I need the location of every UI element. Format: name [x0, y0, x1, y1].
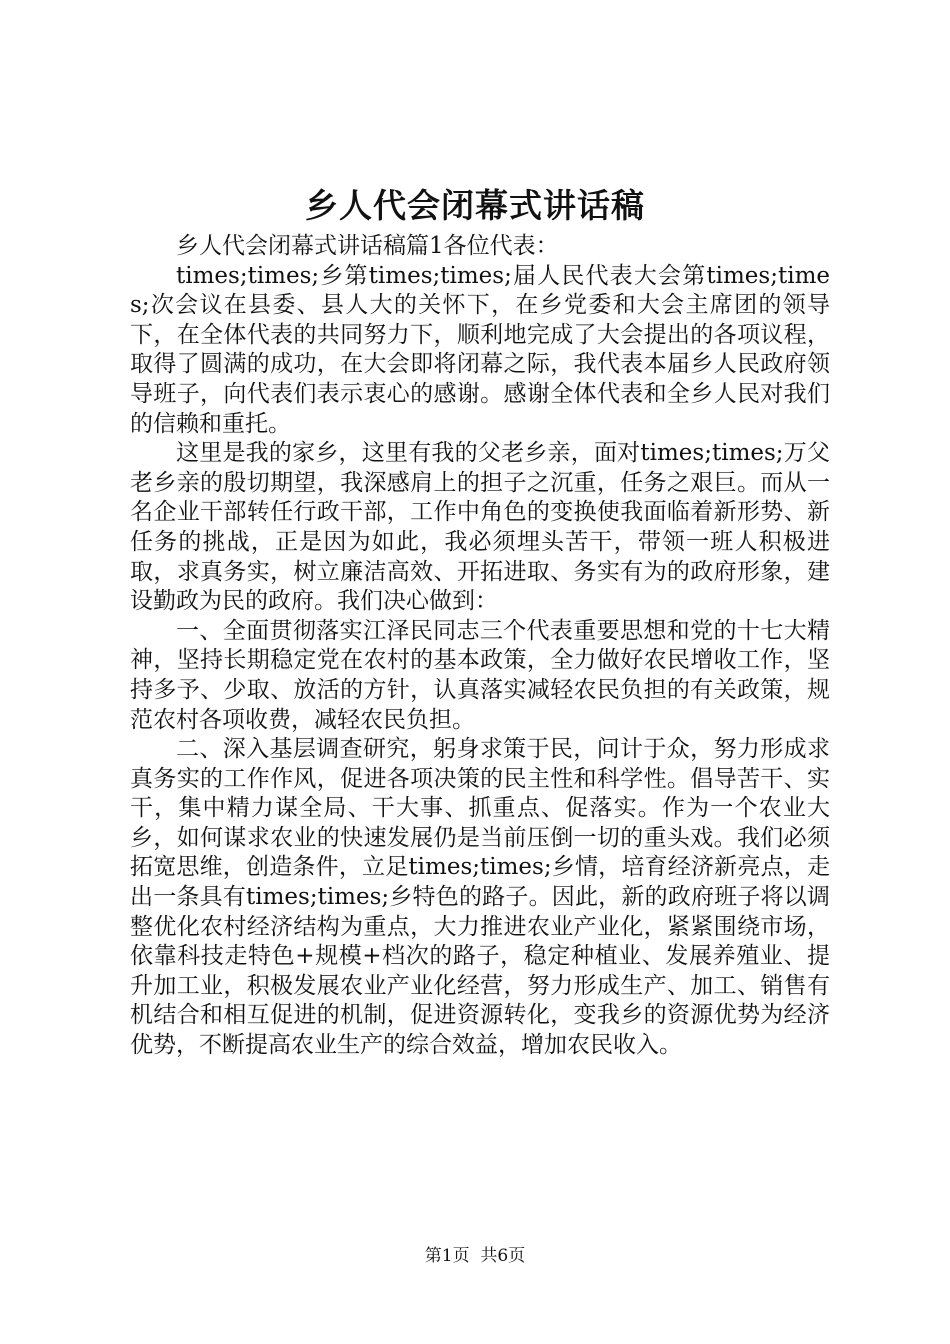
page-number-label: 第1页 共6页 — [424, 1246, 526, 1266]
paragraph-salutation: 乡人代会闭幕式讲话稿篇1各位代表： — [176, 233, 559, 259]
paragraph-hometown: 这里是我的家乡，这里有我的父老乡亲，面对times;times;万父老乡亲的殷切期望，我深感肩上的担子之沉重，任务之艰巨。而从一名企业干部转任行政干部，工作中角色的变换使我面临着新形势、新任务的挑战，正是因为如此，我必须埋头苦干，带领一班人积极进取，求真务实，树立廉洁高效、开拓进取、务实有为的政府形象，建设勤政为民的政府。我们决心做到： — [130, 440, 830, 615]
paragraph-point-two: 二、深入基层调查研究，躬身求策于民，问计于众，努力形成求真务实的工作作风，促进各项决策的民主性和科学性。倡导苦干、实干，集中精力谋全局、干大事、抓重点、促落实。作为一个农业大乡，如何谋求农业的快速发展仍是当前压倒一切的重头戏。我们必须拓宽思维，创造条件，立足times;times;乡情，培育经济新亮点，走出一条具有times;times;乡特色的路子。因此，新的政府班子将以调整优化农村经济结构为重点，大力推进农业产业化，紧紧围绕市场，依靠科技走特色+规模+档次的路子，稳定种植业、发展养殖业、提升加工业，积极发展农业产业化经营，努力形成生产、加工、销售有机结合和相互促进的机制，促进资源转化，变我乡的资源优势为经济优势，不断提高农业生产的综合效益，增加农民收入。 — [130, 736, 830, 1059]
paragraph-point-one: 一、全面贯彻落实江泽民同志三个代表重要思想和党的十七大精神，坚持长期稳定党在农村的基本政策，全力做好农民增收工作，坚持多予、少取、放活的方针，认真落实减轻农民负担的有关政策，规范农村各项收费，减轻农民负担。 — [130, 617, 830, 733]
paragraph-opening: times;times;乡第times;times;届人民代表大会第times;times;次会议在县委、县人大的关怀下，在乡党委和大会主席团的领导下，在全体代表的共同努力下，顺利地完成了大会提出的各项议程，取得了圆满的成功，在大会即将闭幕之际，我代表本届乡人民政府领导班子，向代表们表示衷心的感谢。感谢全体代表和全乡人民对我们的信赖和重托。 — [130, 262, 830, 437]
document-body — [130, 232, 830, 1061]
document-title: 乡人代会闭幕式讲话稿 — [305, 186, 645, 225]
page-footer — [0, 1244, 950, 1268]
